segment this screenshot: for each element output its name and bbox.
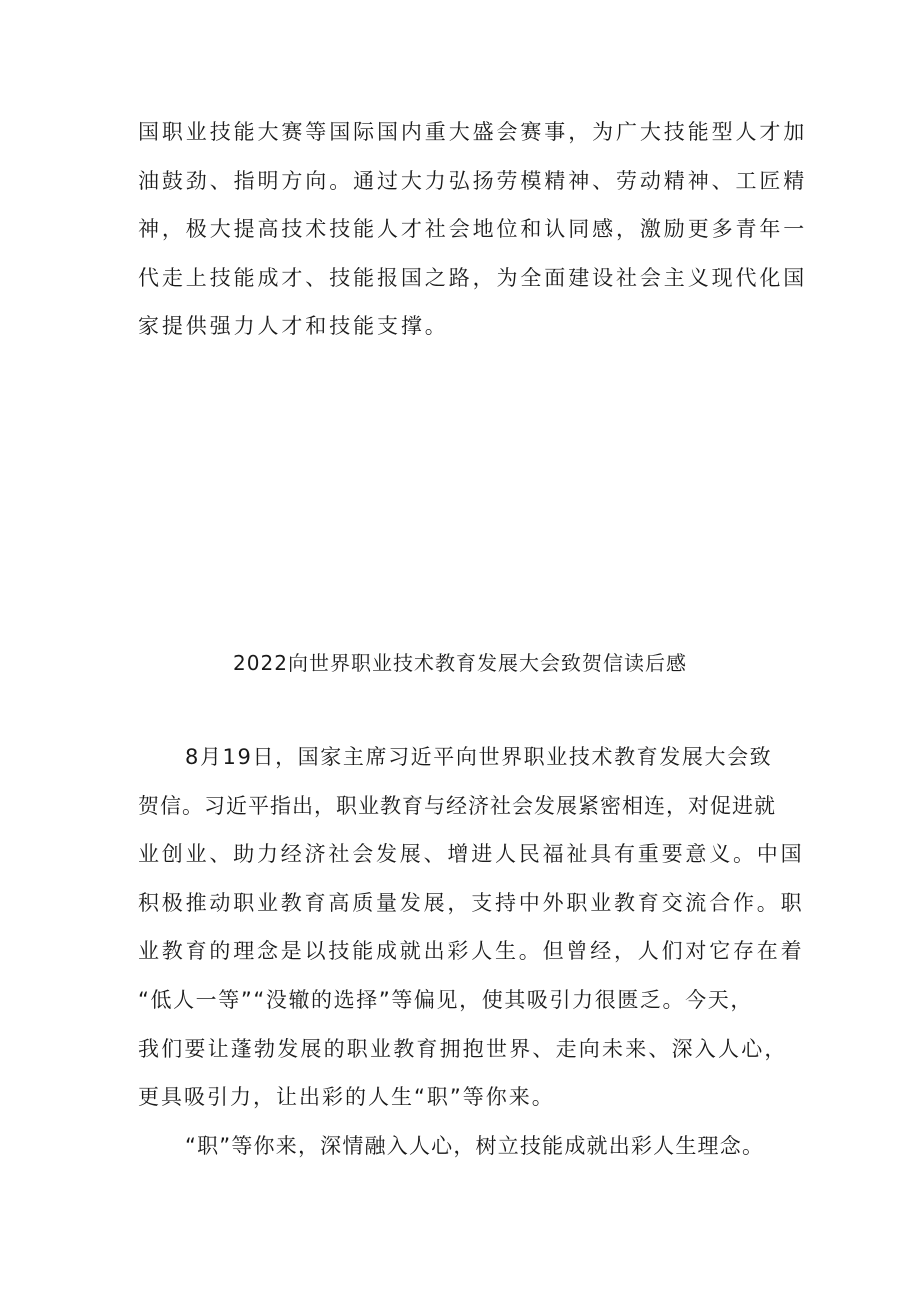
- text-line: 我们要让蓬勃发展的职业教育拥抱世界、走向未来、深入人心，: [138, 1037, 788, 1061]
- text-line: 家提供强力人才和技能支撑。: [138, 314, 449, 338]
- text-line: “低人一等”“没辙的选择”等偏见，使其吸引力很匮乏。今天，: [138, 988, 753, 1012]
- text-line: 油鼓劲、指明方向。通过大力弘扬劳模精神、劳动精神、工匠精: [138, 169, 808, 193]
- text-line: 更具吸引力，让出彩的人生“职”等你来。: [138, 1085, 555, 1109]
- text-line: 贺信。习近平指出，职业教育与经济社会发展紧密相连，对促进就: [138, 794, 776, 818]
- text-line: “职”等你来，深情融入人心，树立技能成就出彩人生理念。: [185, 1134, 765, 1158]
- text-line: 国职业技能大赛等国际国内重大盛会赛事，为广大技能型人才加: [138, 120, 808, 144]
- article-title: 2022向世界职业技术教育发展大会致贺信读后感: [233, 651, 687, 675]
- text-line: 神，极大提高技术技能人才社会地位和认同感，激励更多青年一: [138, 217, 808, 241]
- text-line: 业教育的理念是以技能成就出彩人生。但曾经，人们对它存在着: [138, 939, 805, 963]
- text-line: 代走上技能成才、技能报国之路，为全面建设社会主义现代化国: [138, 266, 808, 290]
- text-line: 业创业、助力经济社会发展、增进人民福祉具有重要意义。中国: [138, 842, 805, 866]
- text-line: 8月19日，国家主席习近平向世界职业技术教育发展大会致: [185, 745, 773, 769]
- text-line: 积极推动职业教育高质量发展，支持中外职业教育交流合作。职: [138, 891, 805, 915]
